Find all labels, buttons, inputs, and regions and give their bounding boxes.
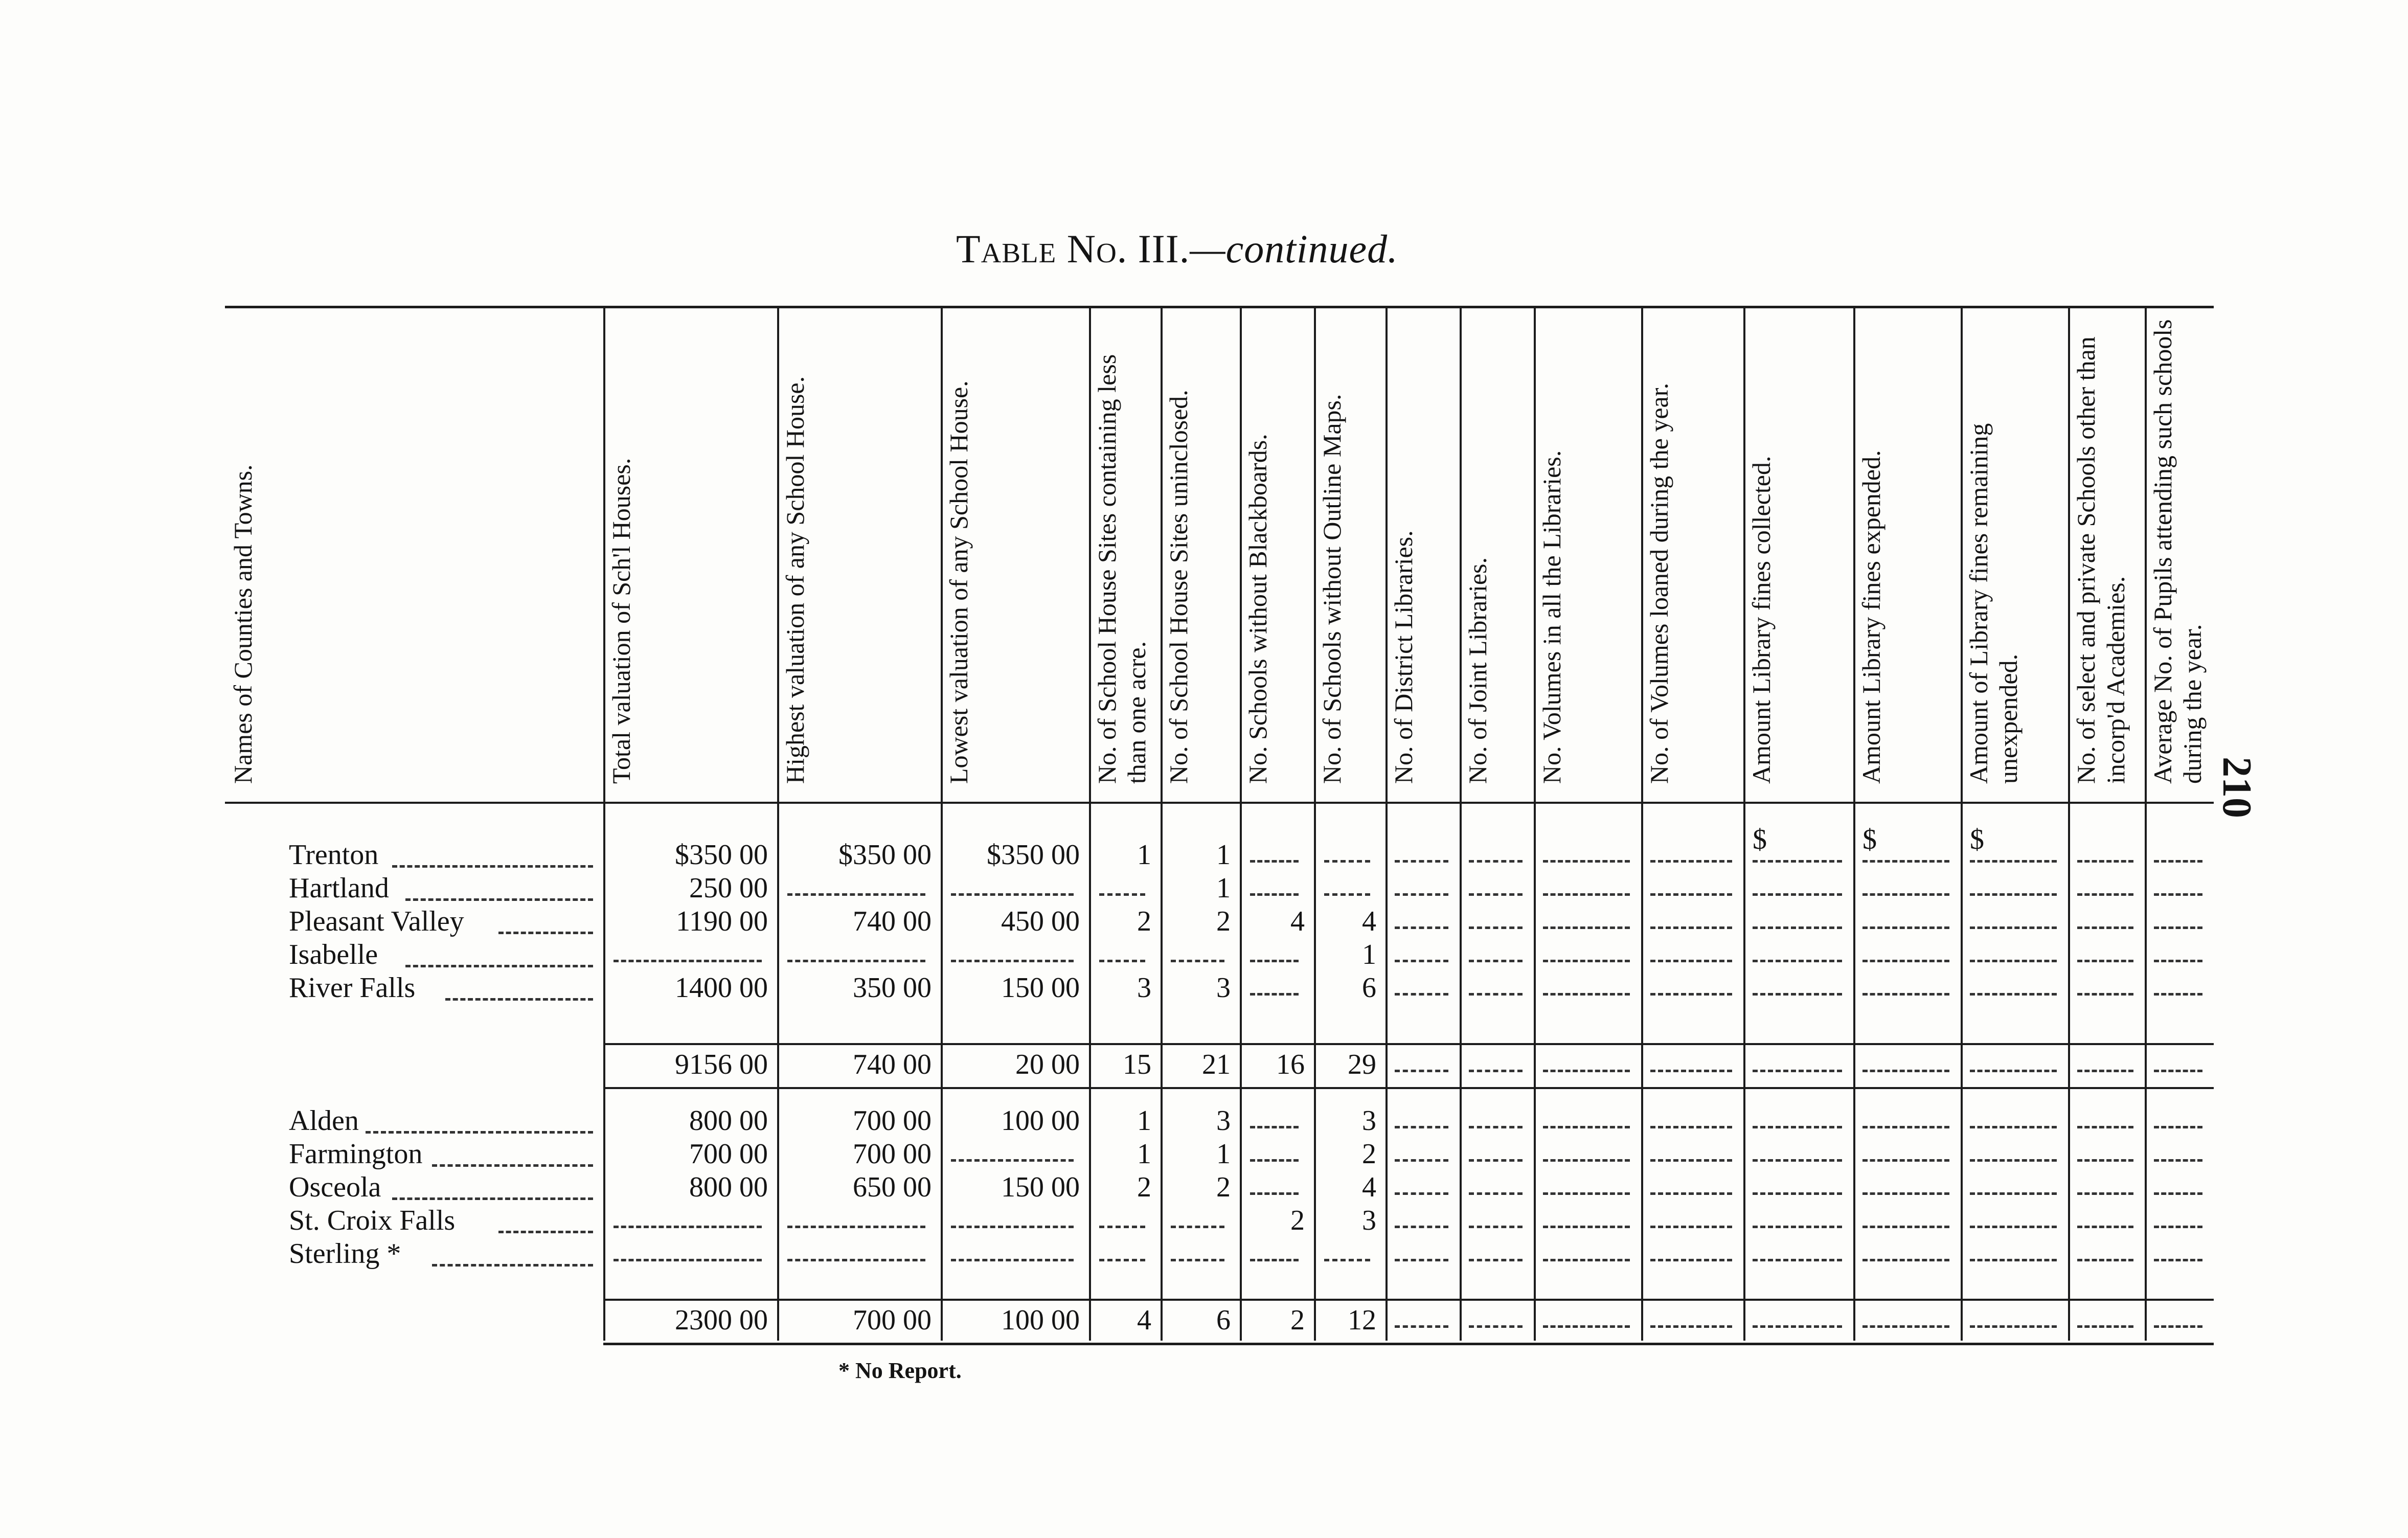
empty-cell xyxy=(1862,1192,1949,1195)
empty-cell xyxy=(1395,960,1448,962)
empty-cell xyxy=(1395,1070,1448,1072)
empty-cell xyxy=(1862,960,1949,962)
empty-cell xyxy=(1469,960,1523,962)
total-lowest: 100 00 xyxy=(1001,1304,1080,1336)
total-blackboards: 16 xyxy=(1276,1049,1305,1080)
empty-cell xyxy=(1099,1259,1145,1261)
empty-cell xyxy=(2154,1070,2202,1072)
empty-cell xyxy=(1395,1259,1448,1261)
empty-cell xyxy=(1862,926,1949,929)
empty-cell xyxy=(614,1259,762,1261)
empty-cell xyxy=(2154,1159,2202,1162)
empty-cell xyxy=(2154,1226,2202,1228)
empty-cell xyxy=(1543,926,1630,929)
table-title: Table No. III.—continued. xyxy=(956,227,1398,271)
column-header: No. of select and private Schools other than incorp'd Academies. xyxy=(2072,336,2130,784)
leader-dots xyxy=(498,932,593,934)
empty-cell xyxy=(951,1159,1074,1162)
dollar-sign: $ xyxy=(1862,824,1877,855)
empty-cell xyxy=(2154,1192,2202,1195)
cell-total: 800 00 xyxy=(689,1171,768,1203)
column-divider xyxy=(1961,308,1963,1341)
cell-maps: 4 xyxy=(1362,906,1376,937)
empty-cell xyxy=(1753,1159,1842,1162)
empty-cell xyxy=(787,1226,925,1228)
empty-cell xyxy=(1753,1192,1842,1195)
empty-cell xyxy=(1250,1126,1299,1128)
empty-cell xyxy=(1469,993,1523,996)
empty-cell xyxy=(1970,1192,2057,1195)
empty-cell xyxy=(951,1226,1074,1228)
column-header: Total valuation of Sch'l Houses. xyxy=(607,458,635,784)
empty-cell xyxy=(1862,1159,1949,1162)
cell-sites: 1 xyxy=(1137,1138,1151,1170)
empty-cell xyxy=(1543,893,1630,896)
leader-dots xyxy=(366,1131,593,1134)
empty-cell xyxy=(1395,993,1448,996)
empty-cell xyxy=(1324,860,1370,863)
empty-cell xyxy=(1753,1259,1842,1261)
column-divider xyxy=(1853,308,1855,1341)
empty-cell xyxy=(787,1259,925,1261)
empty-cell xyxy=(1324,1259,1370,1261)
empty-cell xyxy=(1970,860,2057,863)
empty-cell xyxy=(2154,1325,2202,1328)
empty-cell xyxy=(1395,893,1448,896)
cell-lowest: 150 00 xyxy=(1001,972,1080,1004)
town-name: Pleasant Valley xyxy=(289,906,464,937)
column-divider xyxy=(2068,308,2070,1341)
empty-cell xyxy=(2154,1259,2202,1261)
dollar-sign: $ xyxy=(1753,824,1767,855)
empty-cell xyxy=(1650,1159,1732,1162)
empty-cell xyxy=(1250,993,1299,996)
empty-cell xyxy=(1650,1126,1732,1128)
cell-sites: 3 xyxy=(1137,972,1151,1004)
empty-cell xyxy=(2077,1192,2133,1195)
cell-maps: 6 xyxy=(1362,972,1376,1004)
total-total: 9156 00 xyxy=(675,1049,768,1080)
cell-highest: 350 00 xyxy=(853,972,932,1004)
empty-cell xyxy=(1862,893,1949,896)
empty-cell xyxy=(1543,960,1630,962)
empty-cell xyxy=(2154,993,2202,996)
empty-cell xyxy=(2077,1070,2133,1072)
leader-dots xyxy=(445,998,593,1001)
empty-cell xyxy=(1862,1126,1949,1128)
column-divider xyxy=(1240,308,1242,1341)
cell-uninclosed: 2 xyxy=(1216,906,1231,937)
empty-cell xyxy=(1970,1070,2057,1072)
town-name: River Falls xyxy=(289,972,416,1004)
empty-cell xyxy=(1753,893,1842,896)
empty-cell xyxy=(2154,893,2202,896)
empty-cell xyxy=(1650,993,1732,996)
total-blackboards: 2 xyxy=(1290,1304,1305,1336)
leader-dots xyxy=(392,865,593,868)
cell-highest: $350 00 xyxy=(838,839,932,871)
empty-cell xyxy=(787,960,925,962)
empty-cell xyxy=(1970,1226,2057,1228)
empty-cell xyxy=(1250,1159,1299,1162)
cell-maps: 4 xyxy=(1362,1171,1376,1203)
empty-cell xyxy=(1753,860,1842,863)
total-highest: 740 00 xyxy=(853,1049,932,1080)
empty-cell xyxy=(1650,1070,1732,1072)
column-divider xyxy=(1743,308,1745,1341)
empty-cell xyxy=(1469,1192,1523,1195)
empty-cell xyxy=(2077,993,2133,996)
empty-cell xyxy=(1099,960,1145,962)
cell-blackboards: 2 xyxy=(1290,1205,1305,1236)
empty-cell xyxy=(1469,1259,1523,1261)
empty-cell xyxy=(2077,1325,2133,1328)
column-header: No. of School House Sites containing less than one acre. xyxy=(1093,354,1151,784)
empty-cell xyxy=(2077,960,2133,962)
cell-total: 1400 00 xyxy=(675,972,768,1004)
column-header: Average No. of Pupils attending such schools during the year. xyxy=(2148,319,2207,784)
empty-cell xyxy=(1250,893,1299,896)
empty-cell xyxy=(2154,960,2202,962)
town-name: Isabelle xyxy=(289,939,378,970)
empty-cell xyxy=(1650,860,1732,863)
empty-cell xyxy=(1650,1226,1732,1228)
empty-cell xyxy=(1970,1126,2057,1128)
town-name: Alden xyxy=(289,1105,359,1137)
empty-cell xyxy=(1099,1226,1145,1228)
empty-cell xyxy=(1753,960,1842,962)
empty-cell xyxy=(1543,1226,1630,1228)
empty-cell xyxy=(1543,1070,1630,1072)
empty-cell xyxy=(1753,1126,1842,1128)
column-divider xyxy=(1385,308,1388,1341)
empty-cell xyxy=(2077,1226,2133,1228)
empty-cell xyxy=(1862,1325,1949,1328)
empty-cell xyxy=(1395,1226,1448,1228)
empty-cell xyxy=(1250,1192,1299,1195)
cell-maps: 1 xyxy=(1362,939,1376,970)
empty-cell xyxy=(614,1226,762,1228)
column-header: Names of Counties and Towns. xyxy=(229,464,257,784)
column-divider xyxy=(2145,308,2147,1341)
empty-cell xyxy=(1469,1126,1523,1128)
column-header: Lowest valuation of any School House. xyxy=(944,380,973,784)
empty-cell xyxy=(951,960,1074,962)
total-uninclosed: 21 xyxy=(1202,1049,1231,1080)
empty-cell xyxy=(1543,993,1630,996)
empty-cell xyxy=(1543,1159,1630,1162)
empty-cell xyxy=(1650,1325,1732,1328)
column-header: No. Schools without Blackboards. xyxy=(1243,434,1272,784)
empty-cell xyxy=(614,960,762,962)
empty-cell xyxy=(1862,1070,1949,1072)
column-header: No. of District Libraries. xyxy=(1389,530,1418,784)
empty-cell xyxy=(1753,1070,1842,1072)
cell-maps: 3 xyxy=(1362,1105,1376,1137)
empty-cell xyxy=(1970,993,2057,996)
cell-total: 1190 00 xyxy=(676,906,768,937)
empty-cell xyxy=(1543,1259,1630,1261)
empty-cell xyxy=(951,1259,1074,1261)
leader-dots xyxy=(405,898,593,901)
empty-cell xyxy=(2154,926,2202,929)
empty-cell xyxy=(1650,1192,1732,1195)
column-header: No. Volumes in all the Libraries. xyxy=(1537,450,1566,784)
cell-uninclosed: 3 xyxy=(1216,1105,1231,1137)
empty-cell xyxy=(2077,860,2133,863)
cell-lowest: 150 00 xyxy=(1001,1171,1080,1203)
empty-cell xyxy=(2077,1259,2133,1261)
empty-cell xyxy=(1395,1126,1448,1128)
total-sites: 4 xyxy=(1137,1304,1151,1336)
empty-cell xyxy=(1324,893,1370,896)
empty-cell xyxy=(951,893,1074,896)
cell-uninclosed: 1 xyxy=(1216,1138,1231,1170)
empty-cell xyxy=(1970,1259,2057,1261)
total-maps: 29 xyxy=(1348,1049,1376,1080)
cell-uninclosed: 1 xyxy=(1216,839,1231,871)
empty-cell xyxy=(1862,860,1949,863)
empty-cell xyxy=(2077,926,2133,929)
empty-cell xyxy=(1543,1192,1630,1195)
empty-cell xyxy=(1250,860,1299,863)
empty-cell xyxy=(1469,1070,1523,1072)
empty-cell xyxy=(2154,860,2202,863)
empty-cell xyxy=(1970,1159,2057,1162)
empty-cell xyxy=(1650,926,1732,929)
empty-cell xyxy=(1250,1259,1299,1261)
empty-cell xyxy=(1395,1325,1448,1328)
polk-total-rule-bottom xyxy=(603,1343,2214,1345)
empty-cell xyxy=(1469,860,1523,863)
leader-dots xyxy=(392,1197,593,1200)
empty-cell xyxy=(1862,993,1949,996)
empty-cell xyxy=(1970,893,2057,896)
empty-cell xyxy=(1395,1159,1448,1162)
empty-cell xyxy=(1970,960,2057,962)
column-divider xyxy=(1460,308,1462,1341)
column-header: Highest valuation of any School House. xyxy=(781,376,809,784)
leader-dots xyxy=(405,965,593,967)
polk-total-rule-top xyxy=(603,1299,2214,1301)
empty-cell xyxy=(1650,960,1732,962)
cell-maps: 3 xyxy=(1362,1205,1376,1236)
total-total: 2300 00 xyxy=(675,1304,768,1336)
empty-cell xyxy=(1543,860,1630,863)
cell-total: 700 00 xyxy=(689,1138,768,1170)
empty-cell xyxy=(1469,1226,1523,1228)
leader-dots xyxy=(432,1164,593,1167)
empty-cell xyxy=(1171,960,1224,962)
cell-highest: 740 00 xyxy=(853,906,932,937)
total-highest: 700 00 xyxy=(853,1304,932,1336)
pierce-total-rule-top xyxy=(603,1043,2214,1045)
empty-cell xyxy=(1970,1325,2057,1328)
empty-cell xyxy=(1469,926,1523,929)
empty-cell xyxy=(1753,993,1842,996)
column-header: No. of School House Sites uninclosed. xyxy=(1164,390,1193,784)
empty-cell xyxy=(1099,893,1145,896)
town-name: Farmington xyxy=(289,1138,423,1170)
cell-total: 250 00 xyxy=(689,872,768,904)
town-name: St. Croix Falls xyxy=(289,1205,456,1236)
cell-total: $350 00 xyxy=(675,839,768,871)
cell-lowest: 100 00 xyxy=(1001,1105,1080,1137)
empty-cell xyxy=(2077,1159,2133,1162)
cell-uninclosed: 3 xyxy=(1216,972,1231,1004)
town-name: Sterling * xyxy=(289,1238,401,1270)
empty-cell xyxy=(1862,1226,1949,1228)
page-number: 210 xyxy=(2214,757,2259,818)
cell-highest: 650 00 xyxy=(853,1171,932,1203)
cell-highest: 700 00 xyxy=(853,1138,932,1170)
column-header: No. of Joint Libraries. xyxy=(1463,557,1492,784)
cell-blackboards: 4 xyxy=(1290,906,1305,937)
empty-cell xyxy=(1395,1192,1448,1195)
cell-sites: 2 xyxy=(1137,1171,1151,1203)
empty-cell xyxy=(1862,1259,1949,1261)
cell-maps: 2 xyxy=(1362,1138,1376,1170)
column-header: No. of Volumes loaned during the year. xyxy=(1645,382,1673,784)
total-uninclosed: 6 xyxy=(1216,1304,1231,1336)
empty-cell xyxy=(1469,1159,1523,1162)
total-sites: 15 xyxy=(1123,1049,1151,1080)
empty-cell xyxy=(1543,1126,1630,1128)
top-rule xyxy=(225,306,2214,308)
empty-cell xyxy=(1469,1325,1523,1328)
column-divider xyxy=(1641,308,1643,1341)
footnote: * No Report. xyxy=(838,1358,962,1383)
empty-cell xyxy=(1171,1259,1224,1261)
cell-total: 800 00 xyxy=(689,1105,768,1137)
total-lowest: 20 00 xyxy=(1015,1049,1080,1080)
cell-uninclosed: 2 xyxy=(1216,1171,1231,1203)
column-header: Amount of Library fines remaining unexpended. xyxy=(1964,423,2023,784)
empty-cell xyxy=(1171,1226,1224,1228)
header-rule xyxy=(225,802,2214,804)
empty-cell xyxy=(1970,926,2057,929)
cell-lowest: 450 00 xyxy=(1001,906,1080,937)
empty-cell xyxy=(1753,1325,1842,1328)
empty-cell xyxy=(1469,893,1523,896)
empty-cell xyxy=(1650,893,1732,896)
empty-cell xyxy=(1753,1226,1842,1228)
town-name: Osceola xyxy=(289,1171,381,1203)
town-name: Trenton xyxy=(289,839,379,871)
cell-highest: 700 00 xyxy=(853,1105,932,1137)
total-maps: 12 xyxy=(1348,1304,1376,1336)
column-header: Amount Library fines expended. xyxy=(1857,450,1885,784)
empty-cell xyxy=(787,893,925,896)
empty-cell xyxy=(2077,1126,2133,1128)
column-divider xyxy=(1534,308,1536,1341)
empty-cell xyxy=(1753,926,1842,929)
dollar-sign: $ xyxy=(1970,824,1984,855)
leader-dots xyxy=(498,1231,593,1233)
empty-cell xyxy=(1395,926,1448,929)
column-header: No. of Schools without Outline Maps. xyxy=(1317,394,1346,784)
empty-cell xyxy=(2154,1126,2202,1128)
empty-cell xyxy=(2077,893,2133,896)
empty-cell xyxy=(1395,860,1448,863)
column-header: Amount Library fines collected. xyxy=(1747,456,1776,784)
town-name: Hartland xyxy=(289,872,389,904)
cell-sites: 1 xyxy=(1137,839,1151,871)
empty-cell xyxy=(1543,1325,1630,1328)
cell-sites: 1 xyxy=(1137,1105,1151,1137)
cell-uninclosed: 1 xyxy=(1216,872,1231,904)
empty-cell xyxy=(1250,960,1299,962)
empty-cell xyxy=(1650,1259,1732,1261)
pierce-total-rule-bottom xyxy=(603,1087,2214,1089)
cell-sites: 2 xyxy=(1137,906,1151,937)
leader-dots xyxy=(432,1264,593,1266)
cell-lowest: $350 00 xyxy=(987,839,1080,871)
